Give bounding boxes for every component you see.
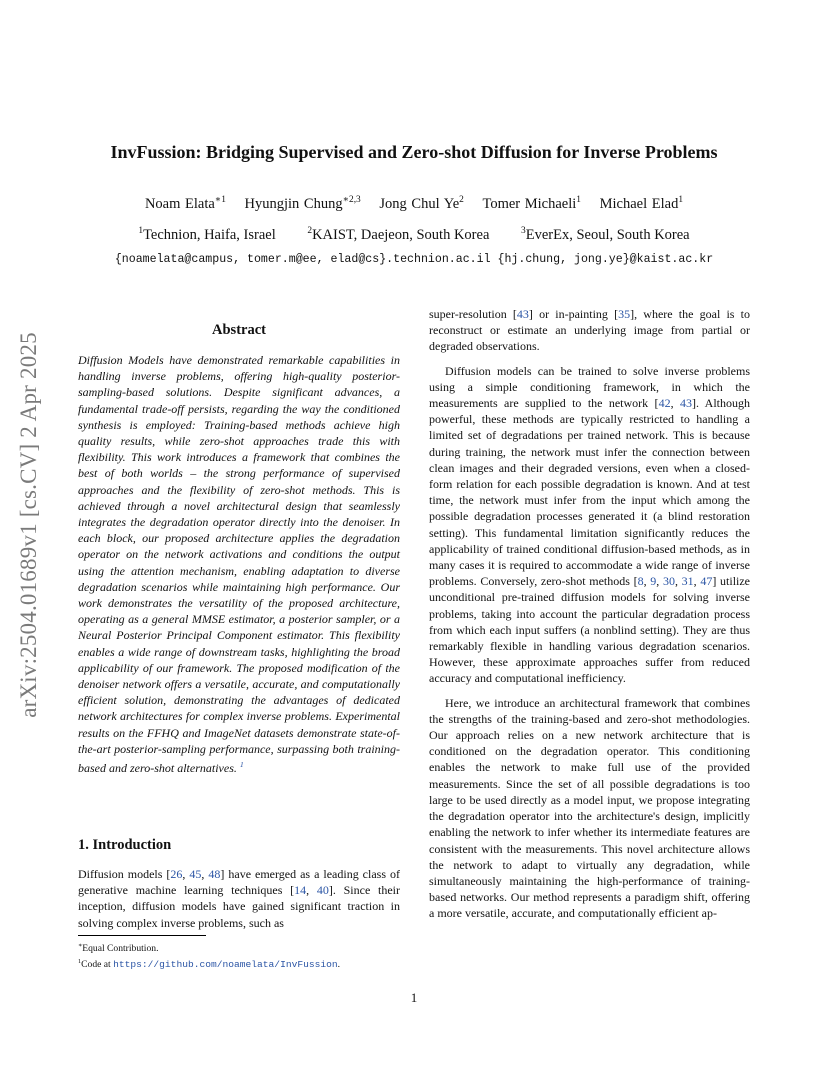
arxiv-sidebar [0,290,58,760]
footnote-code: $^1$Code at https://github.com/noamelata/InvFussion. [78,958,341,971]
author: Jong Chul Ye$^2$ [379,195,464,212]
citation-link[interactable]: 48 [208,867,221,881]
author-emails: {noamelata@campus, tomer.m@ee, elad@cs}.technion.ac.il {hj.chung, jong.ye}@kaist.ac.kr [114,253,714,266]
abstract-text: Diffusion Models have demonstrated remarkable capabilities in handling inverse problems, offering high-quality posterior-sampling-based solutions. Despite significant advances, a fundamental trade-off persists, regarding the way the conditioned synthesis is employed: Training-based methods achieve high quality results, while zero-shot approaches trade this with flexibility. This work introduces a framework that combines the best of both worlds – the strong performance of supervised approaches and the flexibility of zero-shot methods. This is achieved through a novel architectural design that seamlessly integrates the degradation operator directly into the denoiser. In each block, our proposed architecture applies the degradation operator on the network activations and conditions the output using the attention mechanism, enabling adaptation to diverse degradation scenarios while maintaining high performance. Our work demonstrates the versatility of the proposed architecture, operating as a general MMSE estimator, a posterior sampler, or a Neural Posterior Principal Component estimator. This flexibility enables a wide range of downstream tasks, highlighting the broad applicability of our framework. The proposed modification of the denoiser network offers a versatile, accurate, and computationally efficient solution, demonstrating the advantages of dedicated network architectures for complex inverse problems. Experimental results on the FFHQ and ImageNet datasets demonstrate state-of-the-art posterior-sampling performance, surpassing both training-based and zero-shot alternatives. [78,353,400,776]
citation-link[interactable]: 14 [294,883,307,898]
citation-link[interactable]: 43 [516,307,529,321]
citation-link[interactable]: 45 [189,867,202,881]
footnotes [78,939,340,971]
abstract-heading: Abstract [212,322,266,338]
author-list [60,194,768,213]
citation-link[interactable]: 9 [650,574,657,589]
citation-link[interactable]: 47 [700,574,713,589]
citation-link[interactable]: 40 [316,883,329,898]
affiliation: $^3$EverEx, Seoul, South Korea [521,226,690,243]
paper-title: InvFussion: Bridging Supervised and Zero-shot Diffusion for Inverse Problems [110,142,718,162]
citation-link[interactable]: 42 [658,396,671,411]
affiliation: $^1$Technion, Haifa, Israel [138,226,276,243]
citation-link[interactable]: 26 [170,867,183,881]
paragraph: super-resolution [43] or in-painting [35], where the goal is to reconstruct or estimate an underlying image from partial or degraded observations. [429,307,750,354]
author: Tomer Michaeli$^1$ [482,195,581,212]
citation-link[interactable]: 8 [637,574,644,589]
page-number: 1 [410,990,418,1005]
citation-link[interactable]: 35 [618,307,631,321]
author: Hyungjin Chung$^{∗2,3}$ [244,195,361,212]
paragraph: Here, we introduce an architectural framework that combines the strengths of the training-based and zero-shot methodologies. Our approach relies on a new network architecture that is conditioned on the degradation operator. This conditioning enables the network to make full use of the provided measurements. Since the set of all possible degradations is too large to be used directly as a model input, we propose integrating the degradation operator into the architecture's design, implicitly enabling the network to infer whether its intermediate features are consistent with the measurements. This novel architecture allows the network to adapt to virtually any degradation, while simultaneously maintaining the high-performance of training-based networks. Our method represents a paradigm shift, offering a more versatile, accurate, and computationally efficient ap- [429,695,750,921]
footnote-equal-contribution: ∗Equal Contribution. [78,942,159,955]
author: Michael Elad$^1$ [599,195,684,212]
footnote-rule [78,935,206,936]
right-column [429,306,750,930]
code-url-link[interactable]: https://github.com/noamelata/InvFussion [113,959,338,971]
arxiv-id: arXiv:2504.01689v1 [cs.CV] 2 Apr 2025 [16,332,41,718]
intro-paragraph: Diffusion models [26, 45, 48] have emerged as a leading class of generative machine learning techniques [14, 40]. Since their inception, diffusion models have gained significant traction in solving complex inverse problems, such as [78,867,400,930]
footnote-link[interactable]: 1 [239,760,244,770]
abstract-body [78,352,400,776]
section-heading-introduction: 1. Introduction [78,837,172,853]
affiliation: $^2$KAIST, Daejeon, South Korea [307,226,490,243]
affiliation-list [60,226,768,244]
citation-link[interactable]: 43 [679,396,692,411]
author: Noam Elata$^{∗1}$ [144,195,226,212]
citation-link[interactable]: 30 [662,574,675,589]
paragraph: Diffusion models can be trained to solve inverse problems using a simple conditioning framework, in which the measurements are supplied to the network [42, 43]. Although powerful, these methods are typically restricted to handling a limited set of degradations per trained network. This is because during training, the network must infer the connection between clean images and their degraded versions, even when a closed-form relation for each possible degradation is known. And at test time, the network must infer from the input which among the possible degradation processes generated it (a blind restoration setting). This fundamental limitation significantly reduces the applicability of trained conditional diffusion-based methods, as in many cases it is required to accommodate a wide range of inverse problems. Conversely, zero-shot methods [8, 9, 30, 31, 47] utilize unconditional pre-trained diffusion models for solving inverse problems, taking into account the particular degradation process from which each input suffers (a nonblind setting). They are thus remarkably flexible in handling various degradation scenarios. However, these approximate approaches suffer from reduced accuracy and computational inefficiency. [429,363,751,686]
citation-link[interactable]: 31 [681,574,694,589]
